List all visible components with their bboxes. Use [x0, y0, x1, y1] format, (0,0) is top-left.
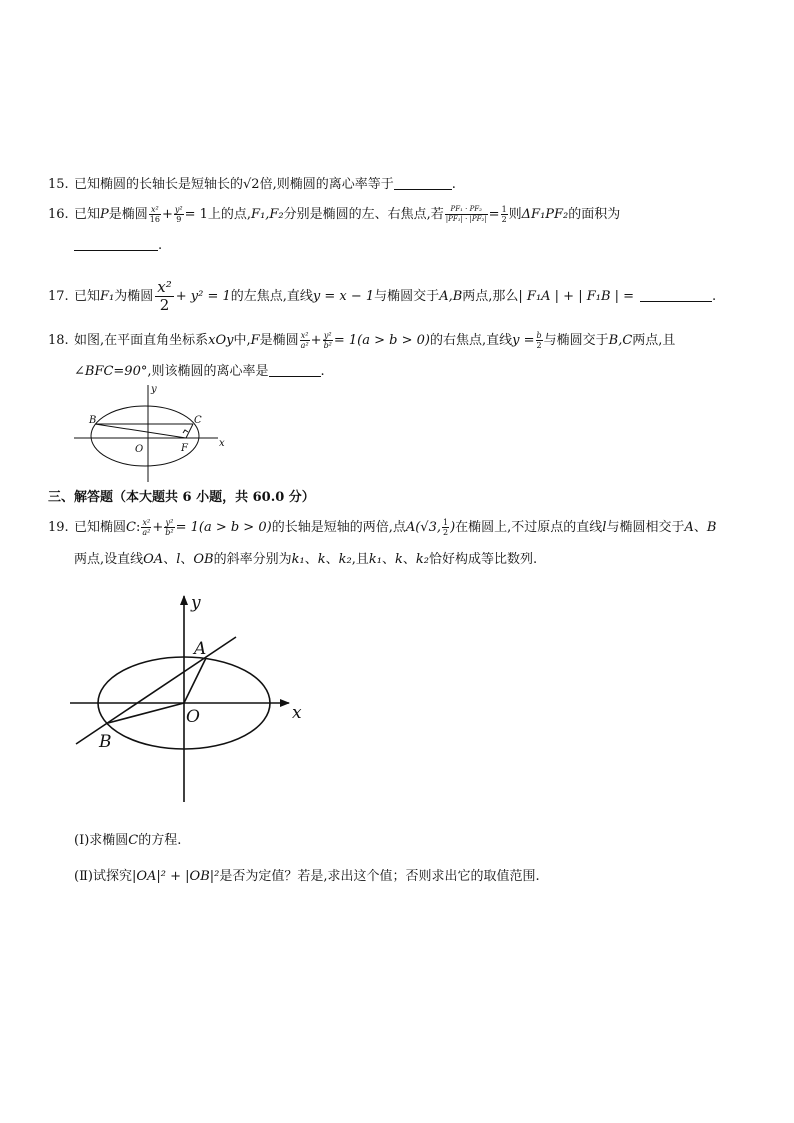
question-19-part-1: (Ⅰ)求椭圆C的方程. [74, 833, 182, 848]
question-19-line2: 两点,设直线OA、l、OB的斜率分别为k₁、k、k₂,且k₁、k、k₂恰好构成等比数列. [74, 552, 538, 567]
question-17: 17. 已知F₁为椭圆 $\frac{\text{x²}}{2}$ + y² = 1的左焦点,直线y = x − 1与椭圆交于A,B两点,那么| F₁A | + | F₁B | = . [48, 278, 717, 314]
label-x: x [292, 703, 302, 723]
question-19: 19. 已知椭圆C: $\frac{\text{x²}}{\text{a²}}$ + $\frac{\text{y²}}{\text{b²}}$ = 1(a > b > 0)的长轴是短轴的两倍,点A(√3, $\frac{1}{2}$ )在椭圆上,不过原点的直线l与椭圆相交于A、B [48, 518, 717, 537]
label-a: A [194, 639, 207, 659]
question-number: 15. [48, 177, 69, 192]
question-number: 19. [48, 520, 69, 535]
fraction: $\frac{\text{y²}}{\text{b²}}$ [165, 518, 174, 537]
segment-bf [95, 424, 186, 438]
section-title: 三、解答题（本大题共 6 小题，共 60.0 分） [48, 490, 315, 505]
segment-cf [186, 424, 193, 438]
right-angle-mark [183, 430, 188, 433]
question-15: 15. 已知椭圆的长轴长是短轴长的√2倍,则椭圆的离心率等于 . [48, 177, 456, 192]
segment-ob [108, 703, 184, 723]
fraction: $\frac{1}{2}$ [442, 518, 449, 537]
fraction: $\frac{\text{y²}}{\text{b²}}$ [323, 331, 332, 350]
question-number: 18. [48, 333, 69, 348]
ellipse [98, 657, 270, 749]
label-b: B [99, 732, 112, 752]
fraction: $\frac{\text{x²}}{\text{a²}}$ [142, 518, 151, 537]
line-l [76, 637, 236, 744]
question-number: 17. [48, 289, 69, 304]
label-y: y [151, 384, 157, 395]
answer-blank [394, 175, 452, 190]
ellipse [91, 406, 199, 466]
label-c: C [194, 415, 202, 426]
question-19-part-2: (Ⅱ)试探究|OA|² + |OB|²是否为定值？若是,求出这个值；否则求出它的取值范围. [74, 869, 540, 884]
segment-oa [184, 658, 206, 703]
question-16-answer-line: . [74, 236, 162, 255]
question-18: 18. 如图,在平面直角坐标系xOy中,F是椭圆 $\frac{\text{x²}}{\text{a²}}$ + $\frac{\text{y²}}{\text{b²}}$ = 1(a > b > 0)的右焦点,直线y = $\frac{b}{2}$ 与椭圆交于B,C两点,且 [48, 331, 676, 350]
vector-fraction: $\frac{\text{PF₁ · PF₂}}{\text{|PF₁| · |PF₂|}}$ [445, 205, 487, 223]
fraction: $\frac{\text{x²}}{16}$ [149, 205, 160, 224]
answer-blank [269, 362, 321, 377]
label-o: O [135, 444, 144, 455]
answer-blank [74, 236, 158, 251]
fraction: $\frac{\text{x²}}{2}$ [157, 278, 172, 314]
label-f: F [181, 443, 188, 454]
label-b: B [89, 415, 97, 426]
label-y: y [191, 593, 201, 613]
fraction: $\frac{b}{2}$ [536, 331, 542, 350]
fraction: $\frac{\text{x²}}{\text{a²}}$ [300, 331, 309, 350]
label-o: O [186, 707, 200, 727]
question-18-line2: ∠BFC=90°,则该椭圆的离心率是 . [74, 364, 325, 379]
question-number: 16. [48, 207, 69, 222]
question-16: 16. 已知P是椭圆 $\frac{\text{x²}}{16}$ + $\frac{\text{y²}}{9}$ = 1上的点,F₁,F₂分别是椭圆的左、右焦点,若 $\frac{\text{PF₁ · PF₂}}{\text{|PF₁| · |PF₂|}}$ = $\frac{1}{2}$ 则ΔF₁PF₂的面积为 [48, 205, 621, 224]
fraction: $\frac{\text{y²}}{9}$ [174, 205, 183, 224]
label-x: x [219, 438, 225, 449]
answer-blank [640, 287, 712, 302]
fraction: $\frac{1}{2}$ [501, 205, 507, 224]
